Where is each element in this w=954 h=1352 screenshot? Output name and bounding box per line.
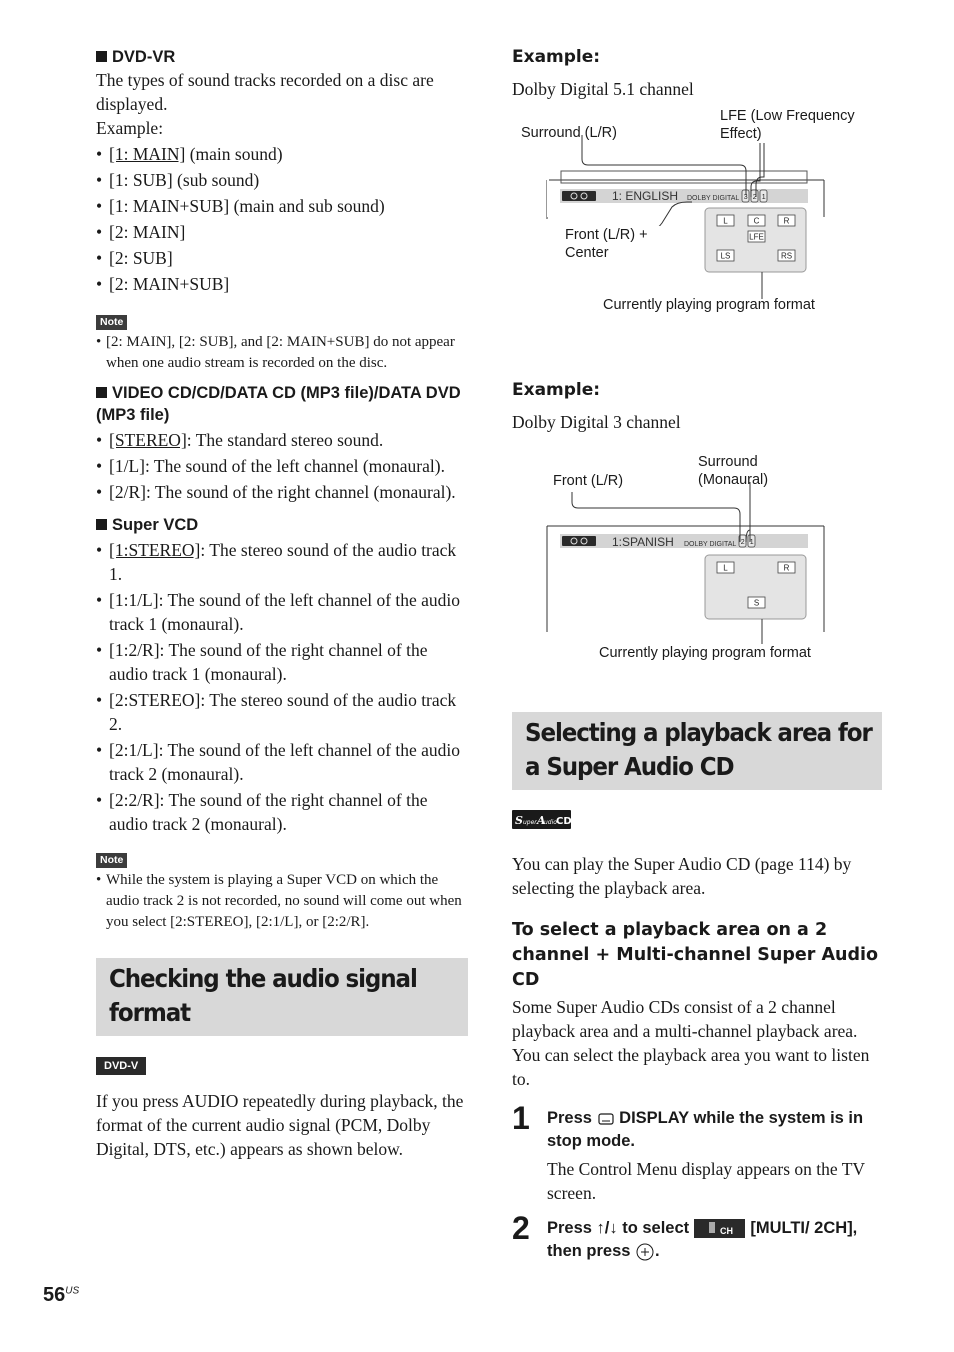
- diagram-5-1: [512, 107, 884, 335]
- multi-2ch-menu-icon: [694, 1219, 746, 1239]
- step-2-text: Press ↑/↓ to select CH [MULTI/ 2CH], then press .: [547, 1219, 858, 1260]
- list-item-text: (main sound): [185, 144, 283, 164]
- checking-body: If you press AUDIO repeatedly during playback, the format of the current audio signal (PCM, Dolby Digital, DTS, etc.) appears as shown below.: [96, 1091, 464, 1159]
- svg-text:udio: udio: [544, 819, 557, 826]
- osd-small-2: DOLBY DIGITAL: [684, 541, 737, 548]
- list-item-text: [1: MAIN+SUB] (main and sub sound): [109, 196, 385, 216]
- right-column: [512, 46, 884, 1263]
- speaker-label: L: [723, 563, 728, 573]
- list-item-text: [2:2/R]: The sound of the right channel of the audio track 2 (monaural).: [109, 790, 428, 834]
- vcd-heading: VIDEO CD/CD/DATA CD (MP3 file)/DATA DVD (MP3 file): [96, 384, 461, 424]
- step-2: [512, 1210, 884, 1263]
- super-audio-cd-logo-icon: [512, 810, 572, 830]
- note-tag: Note: [96, 853, 127, 868]
- step-1-detail: The Control Menu display appears on the TV screen.: [547, 1159, 865, 1203]
- checking-title: Checking the audio signal format: [109, 964, 417, 1027]
- sacd-sub-body: Some Super Audio CDs consist of a 2 channel playback area and a multi-channel playback area. You can select the playback area you want to listen to.: [512, 997, 870, 1089]
- list-item-text: [1:2/R]: The sound of the right channel of the audio track 1 (monaural).: [109, 640, 428, 684]
- list-item: [96, 428, 468, 452]
- list-item-text: [1:1/L]: The sound of the left channel of the audio track 1 (monaural).: [109, 590, 461, 634]
- osd-text-2: 1:SPANISH: [612, 535, 674, 549]
- square-bullet-icon: [96, 519, 107, 530]
- list-item: [96, 142, 468, 166]
- dvdvr-intro: The types of sound tracks recorded on a disc are displayed.: [96, 70, 434, 114]
- note-2: • While the system is playing a Super VCD on which the audio track 2 is not recorded, no sound will come out when you select [2:STEREO], [2:1/L], or [2:2/R].: [96, 870, 468, 933]
- dvdvr-list: [96, 142, 468, 296]
- list-item-text: [2: MAIN]: [109, 222, 186, 242]
- digit-text: 1: [749, 539, 754, 546]
- note-1: • [2: MAIN], [2: SUB], and [2: MAIN+SUB] do not appear when one audio stream is recorded on the disc.: [96, 332, 468, 374]
- digit-text: 1: [761, 194, 766, 201]
- current-format-label-1: Currently playing program format: [603, 297, 815, 313]
- step-2-number: 2: [512, 1210, 530, 1246]
- svcd-heading: Super VCD: [96, 514, 468, 536]
- speaker-label: LFE: [749, 232, 764, 242]
- display-button-icon: [597, 1112, 615, 1126]
- svg-text:uper: uper: [523, 819, 537, 826]
- example-2-heading: Example:: [512, 380, 601, 400]
- speaker-label: R: [783, 563, 790, 573]
- svg-text:CH: CH: [719, 1225, 733, 1236]
- list-item: [96, 638, 468, 686]
- example-1-caption: Dolby Digital 5.1 channel: [512, 79, 694, 99]
- surround-label-2: Surround (Monaural): [698, 454, 769, 488]
- speaker-label: L: [723, 216, 728, 226]
- dvd-v-badge: DVD-V: [96, 1057, 146, 1075]
- svg-text:A: A: [537, 814, 546, 827]
- sacd-sub-heading: To select a playback area on a 2 channel + Multi-channel Super Audio CD: [512, 920, 879, 990]
- list-item: [96, 538, 468, 586]
- speaker-label: R: [783, 216, 790, 226]
- step-1: [512, 1100, 884, 1205]
- list-item: [96, 788, 468, 836]
- speaker-label: LS: [720, 251, 731, 261]
- speaker-label: S: [753, 598, 760, 608]
- front-label-2: Front (L/R): [553, 473, 624, 489]
- default-value: [STEREO]: [109, 430, 187, 450]
- dvdvr-example-label: Example:: [96, 118, 164, 138]
- svg-text:CD: CD: [556, 816, 572, 827]
- sacd-body: You can play the Super Audio CD (page 114) by selecting the playback area.: [512, 854, 852, 898]
- digit-text: 2: [752, 194, 757, 201]
- list-item-text: [2:1/L]: The sound of the left channel of the audio track 2 (monaural).: [109, 740, 461, 784]
- sacd-title: Selecting a playback area for a Super Audio CD: [525, 718, 872, 781]
- step-1-number: 1: [512, 1100, 530, 1136]
- example-2-caption: Dolby Digital 3 channel: [512, 412, 681, 432]
- list-item: [96, 220, 468, 244]
- list-item-text: [2:STEREO]: The stereo sound of the audio track 2.: [109, 690, 457, 734]
- diagram-3ch: [512, 442, 884, 670]
- current-format-label-2: Currently playing program format: [599, 645, 811, 661]
- square-bullet-icon: [96, 387, 107, 398]
- osd-text-1: 1: ENGLISH: [612, 189, 679, 203]
- enter-button-icon: [635, 1242, 655, 1262]
- square-bullet-icon: [96, 51, 107, 62]
- default-value: [1:STEREO]: [109, 540, 201, 560]
- lfe-label: LFE (Low Frequency Effect): [720, 108, 855, 142]
- list-item-text: [1: SUB] (sub sound): [109, 170, 260, 190]
- left-column: [96, 46, 468, 1161]
- speaker-label: RS: [780, 251, 793, 261]
- list-item-text: [1/L]: The sound of the left channel (monaural).: [109, 456, 445, 476]
- note-tag: Note: [96, 315, 127, 330]
- svcd-list: [96, 538, 468, 836]
- vcd-list: [96, 428, 468, 504]
- sacd-logo: [512, 810, 884, 830]
- speaker-label: C: [753, 216, 760, 226]
- list-item-text: : The standard stereo sound.: [186, 430, 384, 450]
- list-item: [96, 272, 468, 296]
- list-item: [96, 194, 468, 218]
- list-item-text: [2: SUB]: [109, 248, 173, 268]
- list-item-text: : The stereo sound of the audio track 1.: [109, 540, 457, 584]
- sacd-title-box: [512, 712, 882, 790]
- step-1-text: Press DISPLAY while the system is in stop mode.: [547, 1109, 864, 1150]
- list-item: [96, 588, 468, 636]
- svg-text:S: S: [515, 814, 523, 827]
- front-label: Front (L/R) + Center: [565, 226, 665, 262]
- osd-small-1: DOLBY DIGITAL: [687, 195, 740, 202]
- example-1-heading: Example:: [512, 47, 601, 67]
- list-item: [96, 168, 468, 192]
- list-item: [96, 246, 468, 270]
- default-value: [1: MAIN]: [109, 144, 186, 164]
- list-item: [96, 738, 468, 786]
- dvdvr-heading: DVD-VR: [96, 46, 468, 68]
- list-item-text: [2/R]: The sound of the right channel (monaural).: [109, 482, 456, 502]
- surround-label: Surround (L/R): [521, 125, 617, 141]
- page-number: $56^{US}$: [43, 1284, 80, 1306]
- list-item: [96, 454, 468, 478]
- digit-text: 3: [743, 194, 748, 201]
- digit-text: 2: [740, 539, 745, 546]
- list-item: [96, 480, 468, 504]
- list-item: [96, 688, 468, 736]
- list-item-text: [2: MAIN+SUB]: [109, 274, 230, 294]
- checking-title-box: [96, 958, 468, 1036]
